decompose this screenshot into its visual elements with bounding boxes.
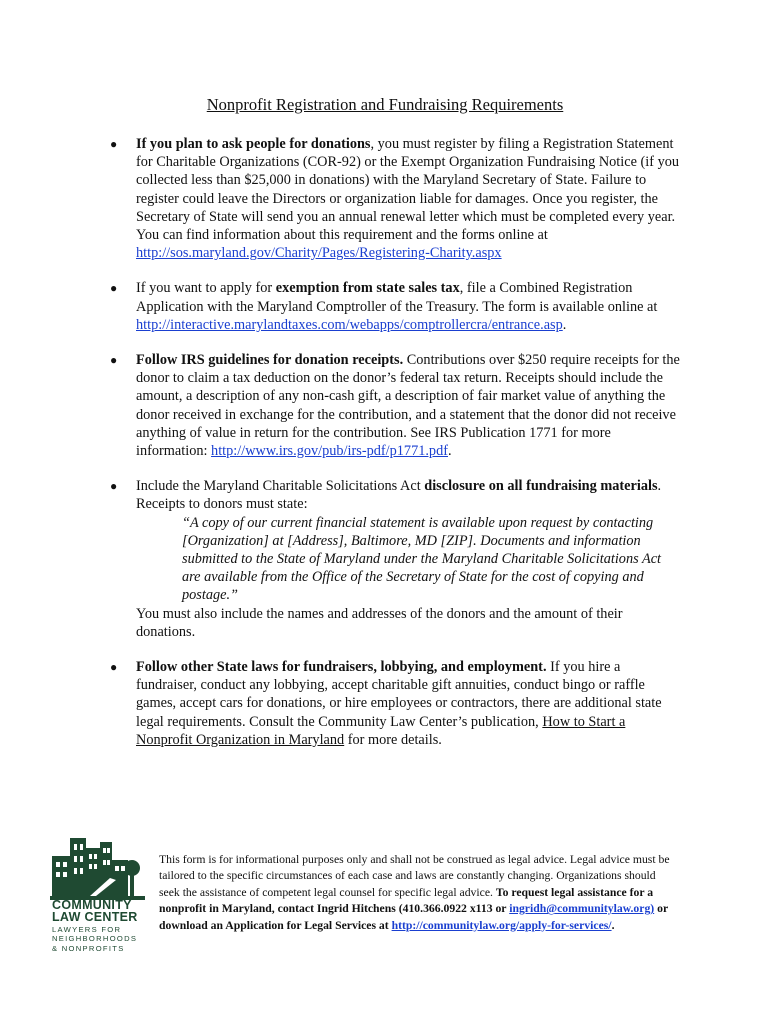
bullet-text: . Receipts to donors must state: bbox=[136, 478, 662, 513]
logo-name-line: COMMUNITY bbox=[52, 898, 132, 912]
bullet-text: If you want to apply for bbox=[136, 280, 276, 297]
comptroller-link[interactable]: http://interactive.marylandtaxes.com/webapps/comptrollercra/entrance.asp bbox=[136, 316, 563, 333]
bullet-text: , you must register by filing a Registration Statement for Charitable Organizations (COR-92) or the Exempt Organization Fundraising Notice (if you collected less than $25,000 in donations) with the Maryland Secretary of State. Failure to register could leave the Directors or organization liable for damages. Once you register, the Secretary of State will send you an annual renewal letter which must be completed every year. You can find information about this requirement and the forms online at bbox=[136, 136, 680, 244]
bullet-text: Contributions over $250 require receipts for the donor to claim a tax deduction on the donor’s federal tax return. Receipts should include the amount, a description of any non-cash gift, a description of fair market value of anything the donor received in exchange for the contribution, and a statement that the donor did not receive anything of value in return for the contribution. See IRS Publication 1771 for more information: bbox=[136, 352, 680, 460]
logo-tag-line: NEIGHBORHOODS bbox=[52, 934, 138, 944]
logo-name-line: LAW CENTER bbox=[52, 910, 138, 924]
page-title: Nonprofit Registration and Fundraising Requirements bbox=[206, 95, 564, 114]
list-item-sales-tax bbox=[107, 279, 682, 334]
bullet-text: , file a Combined Registration Application with the Maryland Comptroller of the Treasury. The form is available online at bbox=[136, 280, 658, 315]
bullet-icon: ● bbox=[110, 479, 118, 494]
requirements-list bbox=[107, 135, 682, 749]
disclaimer-text: This form is for informational purposes only and shall not be construed as legal advice. Legal advice must be tailored to the specific circumstances of each case and laws are constantly changing. Organizations should seek the assistance of competent legal counsel for specific legal advice. bbox=[159, 853, 670, 899]
list-item-irs bbox=[107, 351, 682, 460]
disclaimer-contact: To request legal assistance for a nonprofit in Maryland, contact Ingrid Hitchens (410.366.0922 x113 or bbox=[159, 885, 654, 916]
email-link[interactable]: ingridh@communitylaw.org) bbox=[509, 902, 655, 916]
publication-title: How to Start a Nonprofit Organization in Maryland bbox=[136, 713, 626, 748]
list-item-state-laws bbox=[107, 658, 682, 749]
logo-tagline bbox=[52, 925, 152, 953]
bullet-bold: disclosure on all fundraising materials bbox=[424, 478, 658, 495]
bullet-bold: Follow IRS guidelines for donation receipts. bbox=[136, 352, 404, 369]
bullet-bold: Follow other State laws for fundraisers, lobbying, and employment. bbox=[136, 659, 547, 676]
bullet-icon: ● bbox=[110, 353, 118, 368]
bullet-text: for more details. bbox=[344, 731, 442, 748]
bullet-text: You must also include the names and addresses of the donors and the amount of their donations. bbox=[136, 605, 623, 640]
bullet-icon: ● bbox=[110, 281, 118, 296]
bullet-text: . bbox=[562, 316, 567, 333]
irs-publication-link[interactable]: http://www.irs.gov/pub/irs-pdf/p1771.pdf bbox=[211, 443, 448, 460]
bullet-text: . bbox=[448, 443, 452, 460]
legal-disclaimer bbox=[159, 852, 679, 934]
bullet-bold: exemption from state sales tax bbox=[275, 280, 460, 297]
bullet-text: If you hire a fundraiser, conduct any lobbying, accept charitable gift annuities, conduct bingo or raffle games, accept cars for donations, or hire employees or contractors, there are additional state legal requirements. Consult the Community Law Center’s publication, bbox=[136, 659, 662, 730]
logo-tag-line: LAWYERS FOR bbox=[52, 925, 122, 934]
list-item-disclosure bbox=[107, 477, 682, 641]
disclosure-quote: “A copy of our current financial statement is available upon request by contacting [Organization] at [Address], Baltimore, MD [ZIP]. Documents and information submitted to the State of Maryland under the Maryland Charitable Solicitations Act are available from the Office of the Secretary of State for the cost of copying and postage.” bbox=[182, 514, 662, 604]
apply-for-services-link[interactable]: http://communitylaw.org/apply-for-services/ bbox=[391, 918, 612, 932]
community-law-center-logo bbox=[50, 830, 145, 900]
sos-registration-link[interactable]: http://sos.maryland.gov/Charity/Pages/Registering-Charity.aspx bbox=[136, 245, 502, 262]
disclaimer-contact: or download an Application for Legal Services at bbox=[159, 902, 668, 932]
logo-name bbox=[52, 899, 147, 923]
bullet-icon: ● bbox=[110, 137, 118, 151]
logo-tag-line: & NONPROFITS bbox=[52, 943, 125, 953]
bullet-text: Include the Maryland Charitable Solicitations Act bbox=[136, 478, 425, 495]
bullet-icon: ● bbox=[110, 660, 118, 675]
disclaimer-contact: . bbox=[611, 918, 615, 932]
list-item-donations bbox=[107, 135, 682, 262]
bullet-bold: If you plan to ask people for donations bbox=[136, 136, 371, 152]
